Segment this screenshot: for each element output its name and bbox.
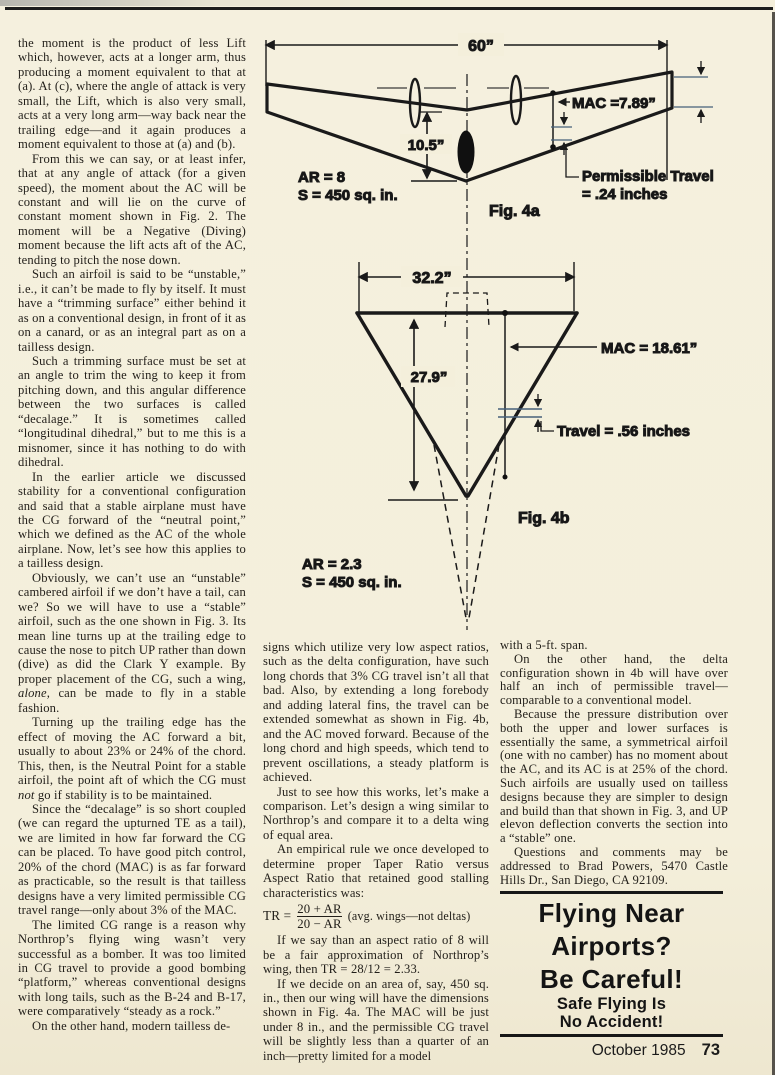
- paragraph: On the other hand, modern tailless de-: [32, 1018, 231, 1033]
- figure-4b: [302, 262, 697, 618]
- fig4b-travel-label: Travel = .56 inches: [557, 423, 691, 440]
- middle-column-lower-text: [263, 933, 489, 1063]
- fig4b-area-label: S = 450 sq. in.: [302, 574, 402, 591]
- ad-headline-2: Airports?: [551, 931, 672, 961]
- formula-note: (avg. wings—not deltas): [347, 909, 471, 924]
- ad-bottom-rule: [500, 1034, 723, 1037]
- column-left: [18, 36, 246, 1033]
- top-rule: [5, 7, 773, 10]
- fig4a-span-label: 60”: [468, 38, 494, 55]
- paragraph: with a 5-ft. span.: [500, 638, 588, 652]
- paragraph: the moment is the product of less Lift which, however, acts at a longer arm, thus producing a moment equivalent to that at (a). At (c), where the angle of attack is very small, the Lift, which is also very small, acts at a very long arm—way back near the trailing edge—and it again produces a moment equivalent to those at (a) and (b).: [18, 36, 246, 152]
- paragraph: On the other hand, the delta configuration shown in 4b will have over half an inch of permissible travel—comparable to a conventional model.: [500, 651, 728, 708]
- fig4b-span-label: 32.2”: [412, 270, 452, 287]
- paragraph: Turning up the trailing edge has the effect of moving the AC forward a bit, usually to about 23% or 24% of the chord. This, then, is the Neutral Point for a stable airfoil, the point aft of which the CG must not go if stability is to be maintained.: [18, 715, 246, 802]
- ad-top-rule: [500, 891, 723, 894]
- fig4a-caption: Fig. 4a: [489, 203, 540, 220]
- ad-subline-2: No Accident!: [559, 1012, 664, 1031]
- page-number: 73: [701, 1041, 720, 1059]
- fig4a-area-label: S = 450 sq. in.: [298, 187, 398, 204]
- ad-headline-3: Be Careful!: [539, 964, 684, 994]
- figure-4a: [266, 33, 714, 220]
- paragraph: Obviously, we can’t use an “unstable” cambered airfoil if we don’t have a tail, can we? So we will have to use a “stable” airfoil, such as the one shown in Fig. 3. Its mean line turns up at the trailing edge to cause the nose to pitch UP rather than down (dive) as did the Clark Y example. By proper placement of the CG, such a wing, alone, can be made to fly in a stable fashion.: [18, 570, 246, 715]
- paragraph: signs which utilize very low aspect ratios, such as the delta configuration, have such long chords that 3% CG travel isn’t all that bad. Also, by extending a long forebody and adding lateral fins, the travel can be extended somewhat as shown in Fig. 4b, and the AC moved forward. Because of the long chord and high speeds, which tend to prevent oscillations, a steady platform is achieved.: [263, 640, 489, 785]
- fig4a-root-chord-label: 10.5”: [407, 137, 445, 154]
- fig4a-tip-chord-marks: [674, 61, 713, 123]
- fig4a-travel-label-2: = .24 inches: [582, 186, 668, 203]
- fig4b-mac-label: MAC = 18.61”: [601, 340, 698, 357]
- fig4b-root-chord-label: 27.9”: [410, 369, 448, 386]
- fig4a-fuselage-pod: [458, 131, 475, 174]
- fig4a-travel-label-1: Permissible Travel: [582, 168, 714, 185]
- page-footer: [500, 1041, 720, 1060]
- paragraph: The limited CG range is a reason why Northrop’s flying wing wasn’t very successful as a bomber. It was too limited in CG travel to provide a good bombing “platform,” whereas conventional designs with long tails, such as the B-24 and B-17, were comparatively “steady as a rock.”: [18, 917, 246, 1019]
- safety-ad: [500, 891, 723, 1037]
- fig4a-mac-label: MAC =7.89”: [572, 95, 656, 112]
- paragraph: Just to see how this works, let’s make a comparison. Let’s design a wing similar to Northrop’s and compare it to a delta wing of equal area.: [263, 784, 489, 842]
- paragraph: In the earlier article we discussed stability for a conventional configuration and said that a stable airplane must have the CG forward of the “neutral point,” which we defined as the AC of the whole airplane. Now, let’s see how this applies to a tailless design.: [18, 469, 246, 571]
- formula-lhs: TR =: [263, 908, 292, 924]
- taper-ratio-formula: [263, 902, 489, 931]
- paragraph: If we say than an aspect ratio of 8 will be a fair approximation of Northrop’s wing, then TR = 28/12 = 2.33.: [263, 933, 489, 977]
- column-middle: [263, 640, 489, 1063]
- ad-subline-1: Safe Flying Is: [556, 995, 667, 1013]
- paragraph: An empirical rule we once developed to determine proper Taper Ratio versus Aspect Ratio that retained good stalling characteristics was:: [263, 842, 489, 900]
- fig4a-ar-label: AR = 8: [298, 169, 346, 186]
- paragraph: Questions and comments may be addressed to Brad Powers, 5470 Castle Hills Dr., San Diego, CA 92109.: [500, 844, 728, 887]
- formula-numerator: 20 + AR: [297, 902, 342, 917]
- paragraph: Such a trimming surface must be set at an angle to trim the wing to keep it from pitching down, and this angular difference between the two surfaces is called “decalage.” It is sometimes called “longitudinal dihedral,” but to me this is a misnomer, since it has nothing to do with dihedral.: [18, 353, 246, 470]
- paragraph: Such an airfoil is said to be “unstable,” i.e., it can’t be made to fly by itself. It must have a “trimming surface” either behind it as on a conventional design, in front of it as on a canard, or as an integral part as on a tailless design.: [18, 267, 246, 354]
- middle-column-upper-text: [263, 640, 489, 900]
- fig4b-ar-label: AR = 2.3: [302, 556, 362, 573]
- paragraph: From this we can say, or at least infer, that at any angle of attack (for a given speed), the moment about the AC will be constant and will lie on the curve of constant moment shown in Fig. 2. The moment will be a Negative (Diving) moment because the lift acts aft of the AC, tending to pitch the nose down.: [18, 151, 246, 267]
- ad-headline-1: Flying Near: [538, 898, 685, 928]
- scan-edge-artifact: [0, 0, 775, 6]
- column-right: [500, 639, 728, 887]
- fig4b-caption: Fig. 4b: [518, 510, 570, 527]
- paragraph: If we decide on an area of, say, 450 sq. in., then our wing will have the dimensions shown in Fig. 4a. The MAC will be just under 8 in., and the permissible CG travel will be slightly less than a quarter of an inch—pretty limited for a model: [263, 976, 489, 1063]
- paragraph: Because the pressure distribution over both the upper and lower surfaces is essentially the same, a symmetrical airfoil (one with no camber) has no moment about the AC, and its AC is at 25% of the chord. Such airfoils are usually used on tailless designs because they are simpler to design and build than that shown in Fig. 3, and UP elevon deflection converts the section into a “stable” one.: [500, 706, 728, 846]
- formula-denominator: 20 − AR: [297, 917, 342, 932]
- paragraph: Since the “decalage” is so short coupled (we can regard the upturned TE as a tail), we are limited in how far forward the CG can be placed. To have good pitch control, 20% of the chord (MAC) is as far forward as practicable, so the result is that tailless designs have a very limited permissible CG travel range—only about 3% of the MAC.: [18, 802, 246, 918]
- issue-date: October 1985: [591, 1042, 686, 1059]
- wing-diagrams: [258, 28, 775, 640]
- formula-fraction: [297, 902, 342, 931]
